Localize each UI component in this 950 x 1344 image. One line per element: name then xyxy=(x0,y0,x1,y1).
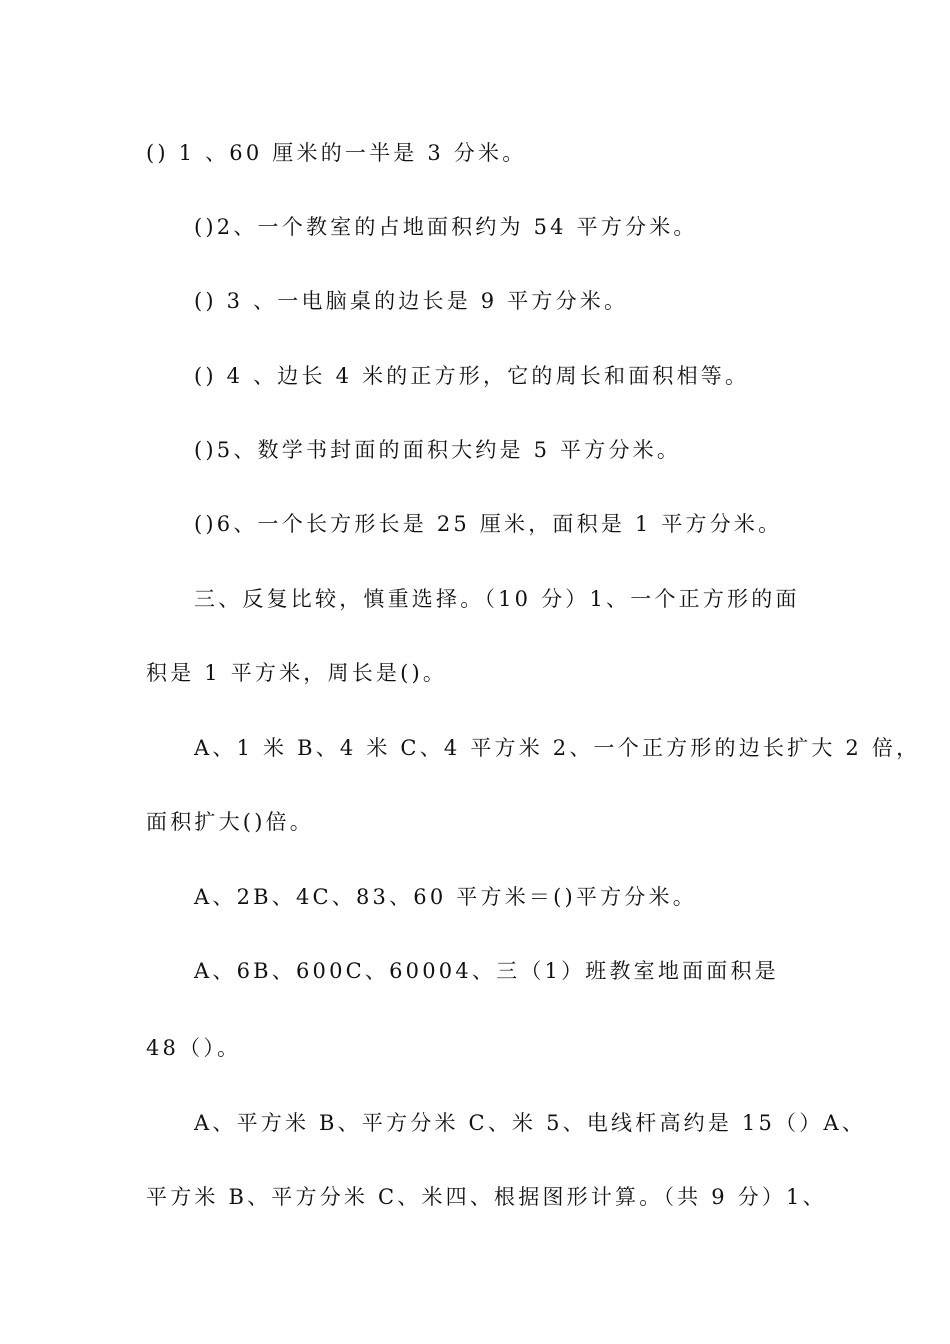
question-line-3: () 3 、一电脑桌的边长是 9 平方分米。 xyxy=(194,289,629,313)
question-line-5: ()5、数学书封面的面积大约是 5 平方分米。 xyxy=(194,438,682,462)
question-line-8: 面积扩大()倍。 xyxy=(146,810,314,834)
options-line-5: 平方米 B、平方分米 C、米四、根据图形计算。（共 9 分）1、 xyxy=(146,1185,827,1209)
section-heading-line: 三、反复比较，慎重选择。（10 分）1、一个正方形的面 xyxy=(194,587,800,611)
question-line-1: () 1 、60 厘米的一半是 3 分米。 xyxy=(146,141,527,165)
question-line-7: 积是 1 平方米，周长是()。 xyxy=(146,661,448,685)
question-line-6: ()6、一个长方形长是 25 厘米，面积是 1 平方分米。 xyxy=(194,512,783,536)
options-line-4: A、平方米 B、平方分米 C、米 5、电线杆高约是 15（）A、 xyxy=(194,1111,867,1135)
options-line-1: A、1 米 B、4 米 C、4 平方米 2、一个正方形的边长扩大 2 倍， xyxy=(194,736,921,760)
options-line-3: A、6B、600C、60004、三（1）班教室地面面积是 xyxy=(194,959,779,983)
question-line-9: 48（）。 xyxy=(146,1036,242,1060)
options-line-2: A、2B、4C、83、60 平方米＝()平方分米。 xyxy=(194,885,697,909)
question-line-4: () 4 、边长 4 米的正方形，它的周长和面积相等。 xyxy=(194,364,750,388)
question-line-2: ()2、一个教室的占地面积约为 54 平方分米。 xyxy=(194,215,698,239)
